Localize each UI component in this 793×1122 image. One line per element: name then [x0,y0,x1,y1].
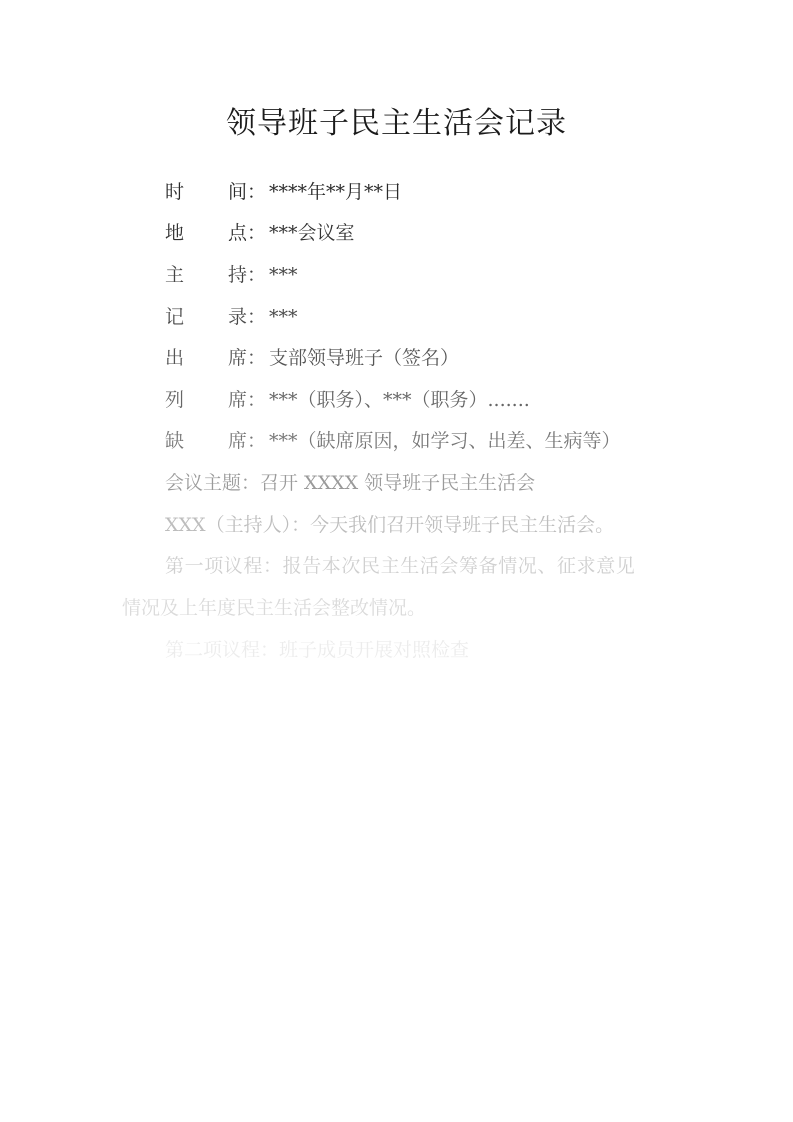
field-label: 缺 席： [165,430,267,452]
agenda-item-2: 第二项议程：班子成员开展对照检查 [165,639,470,661]
field-value: ****年**月**日 [269,181,403,203]
field-label: 列 席： [165,389,267,411]
field-value: 支部领导班子（签名） [269,347,460,369]
field-value: *** [269,264,298,286]
field-value: ***（缺席原因，如学习、出差、生病等） [269,430,621,452]
field-value: ***会议室 [269,222,355,244]
field-label: 主 持： [165,264,267,286]
field-label: 时 间： [165,181,267,203]
field-value: ***（职务）、***（职务）....... [269,389,530,411]
field-recorder [165,304,298,330]
field-label: 记 录： [165,306,267,328]
field-value: *** [269,306,298,328]
field-attendees [165,345,459,371]
agenda-item-1-line2: 情况及上年度民主生活会整改情况。 [122,597,427,619]
document-title: 领导班子民主生活会记录 [226,106,567,141]
field-location [165,220,355,246]
field-label: 出 席： [165,347,267,369]
field-host [165,262,298,288]
field-label: 地 点： [165,222,267,244]
host-speech: XXX（主持人）：今天我们召开领导班子民主生活会。 [165,514,615,536]
field-absent [165,428,621,454]
field-time [165,179,402,205]
meeting-theme: 会议主题：召开 XXXX 领导班子民主生活会 [165,472,536,494]
agenda-item-1-line1: 第一项议程：报告本次民主生活会筹备情况、征求意见 [165,555,636,577]
field-observers [165,387,530,413]
